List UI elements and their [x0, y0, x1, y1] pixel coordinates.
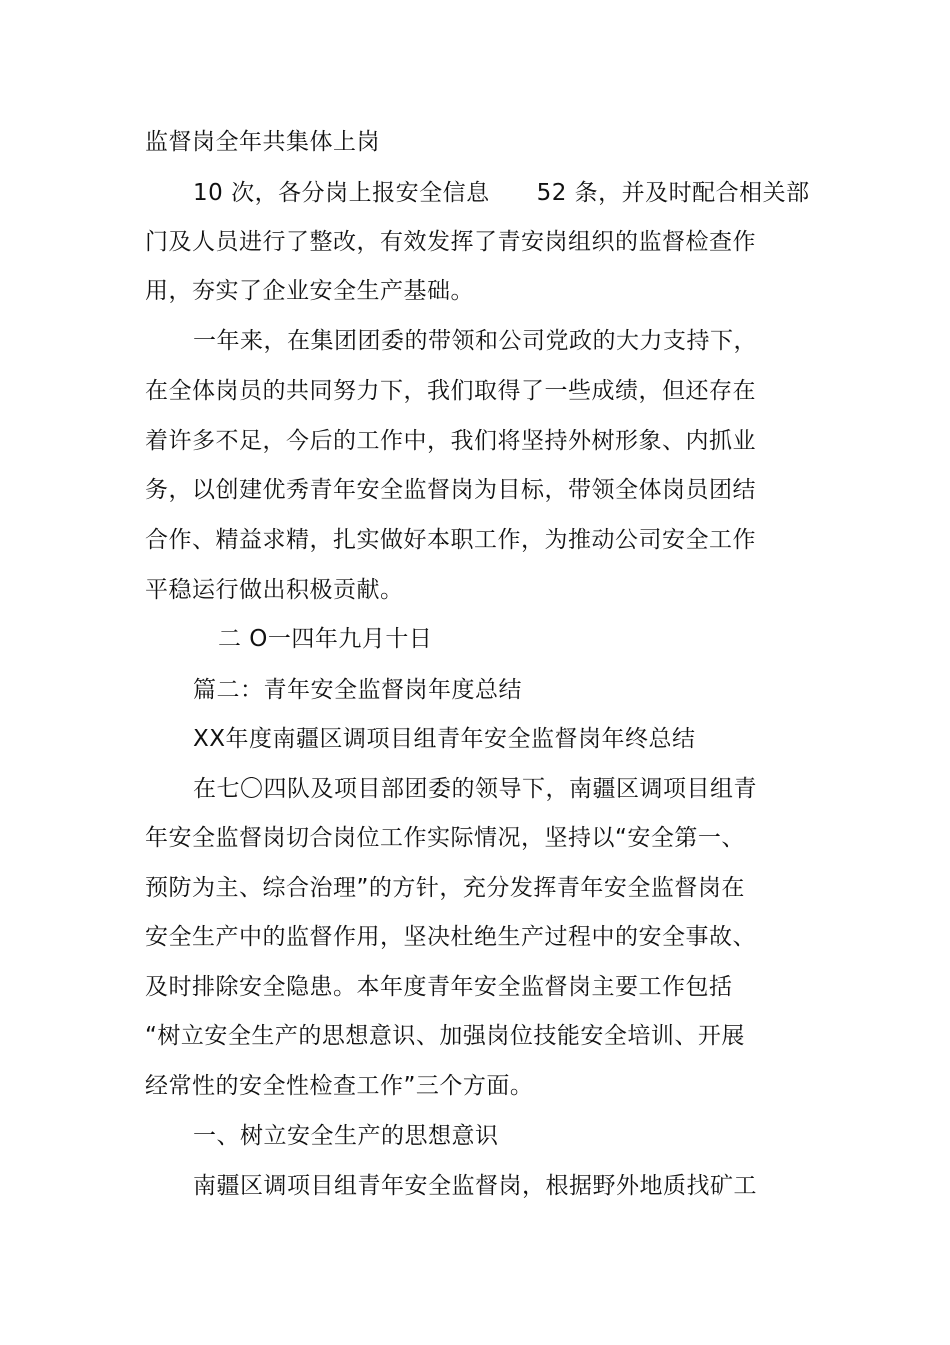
section-heading: 篇二：青年安全监督岗年度总结 — [193, 677, 522, 703]
text-line-6: 在全体岗员的共同努力下，我们取得了一些成绩，但还存在 — [145, 378, 756, 404]
text-line-22: 南疆区调项目组青年安全监督岗，根据野外地质找矿工 — [193, 1173, 757, 1199]
text-line-19: “树立安全生产的思想意识、加强岗位技能安全培训、开展 — [145, 1023, 745, 1049]
text-line-3: 门及人员进行了整改，有效发挥了青安岗组织的监督检查作 — [145, 229, 756, 255]
text-line-10: 平稳运行做出积极贡献。 — [145, 577, 404, 603]
text-line-7: 着许多不足，今后的工作中，我们将坚持外树形象、内抓业 — [145, 428, 756, 454]
text-line-16: 预防为主、综合治理”的方针，充分发挥青年安全监督岗在 — [145, 875, 745, 901]
date-line: 二 O一四年九月十日 — [218, 626, 433, 652]
text-line-20: 经常性的安全性检查工作”三个方面。 — [145, 1073, 534, 1099]
text-line-14: 在七〇四队及项目部团委的领导下，南疆区调项目组青 — [193, 776, 757, 802]
text-line-15: 年安全监督岗切合岗位工作实际情况，坚持以“安全第一、 — [145, 825, 745, 851]
text-line-2: 10 次，各分岗上报安全信息 52 条，并及时配合相关部 — [193, 180, 810, 206]
text-line-17: 安全生产中的监督作用，坚决杜绝生产过程中的安全事故、 — [145, 924, 756, 950]
document-title: XX年度南疆区调项目组青年安全监督岗年终总结 — [193, 726, 696, 752]
text-line-9: 合作、精益求精，扎实做好本职工作，为推动公司安全工作 — [145, 527, 756, 553]
text-line-4: 用，夯实了企业安全生产基础。 — [145, 278, 474, 304]
text-line-8: 务，以创建优秀青年安全监督岗为目标，带领全体岗员团结 — [145, 477, 756, 503]
subsection-heading: 一、树立安全生产的思想意识 — [193, 1123, 499, 1149]
text-line-5: 一年来，在集团团委的带领和公司党政的大力支持下， — [193, 328, 757, 354]
text-line-1: 监督岗全年共集体上岗 — [145, 129, 380, 155]
text-line-18: 及时排除安全隐患。本年度青年安全监督岗主要工作包括 — [145, 974, 733, 1000]
